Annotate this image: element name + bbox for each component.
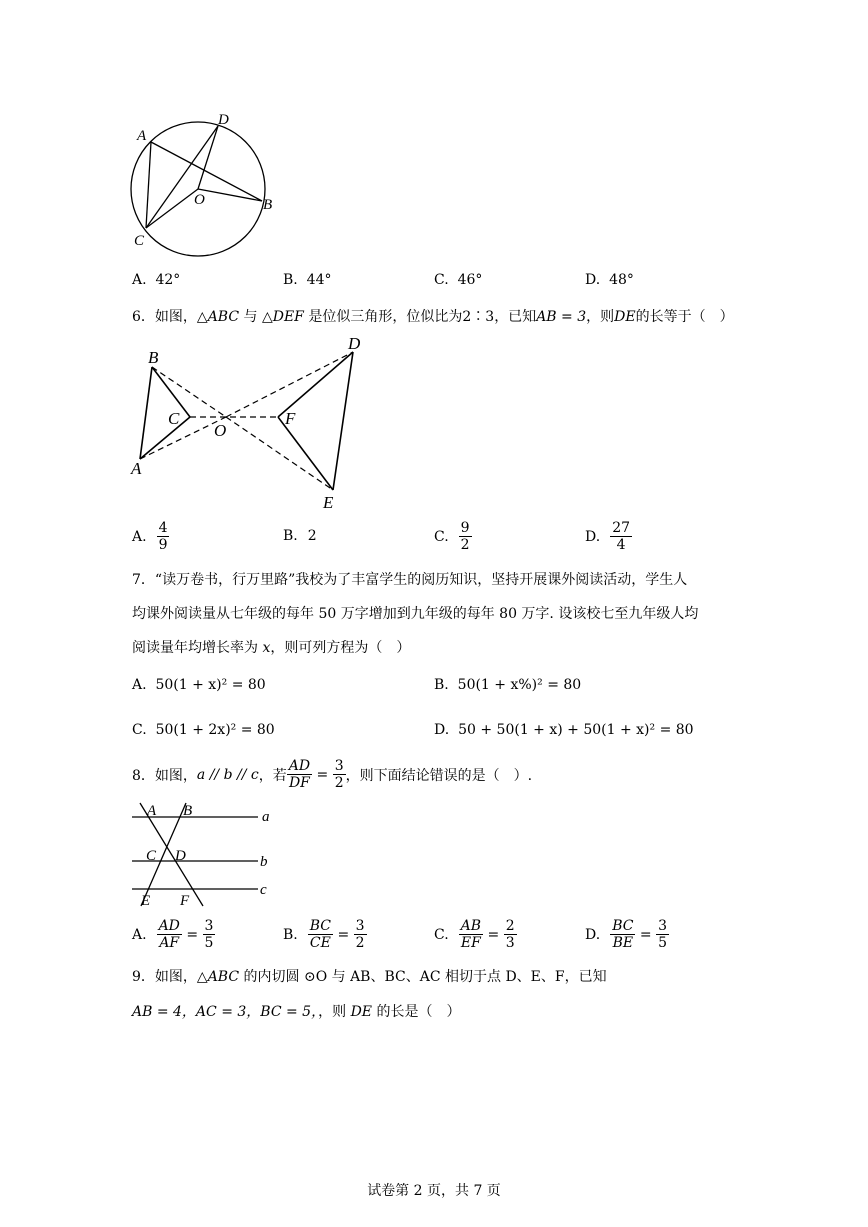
q6-given: AB = 3: [536, 309, 587, 325]
q8-value-num: 3: [334, 758, 344, 774]
q6-option-d-label: D.: [585, 528, 601, 545]
q8-option-c-label: C.: [434, 926, 449, 943]
q8-option-c: [434, 918, 517, 951]
q8-option-c-left: [459, 918, 483, 951]
q6-stem-mid2: ，已知: [494, 309, 537, 325]
q6-stem-mid: 是位似三角形，位似比为: [303, 309, 463, 325]
q8-option-d-label: D.: [585, 926, 601, 943]
q8-label-line-b: b: [260, 854, 268, 870]
q8-option-c-right: [504, 918, 517, 951]
q8-option-a: [132, 918, 215, 951]
q8-option-c-rnum: 2: [505, 918, 515, 934]
q8-option-b: [283, 918, 367, 951]
q8-given-num: AD: [288, 758, 311, 774]
q6-stem-end: 的长等于（ ）: [635, 309, 734, 325]
q5-option-b-label: B.: [283, 272, 298, 288]
q8-label-e: E: [141, 893, 151, 909]
q8-option-c-rden: 3: [505, 935, 515, 951]
q8-option-c-eq: =: [483, 926, 504, 943]
q8-eq: =: [312, 766, 333, 783]
q8-option-c-lnum: AB: [460, 918, 482, 934]
q8-option-d-left: [610, 918, 635, 951]
q8-option-a-rnum: 3: [204, 918, 214, 934]
q8-option-a-left: [157, 918, 182, 951]
q8-option-a-label: A.: [132, 926, 147, 943]
q7-line-3-b: ，则可列方程为（ ）: [270, 640, 411, 656]
q9-target: DE: [350, 1004, 373, 1020]
q7-option-c-value: 50(1 + 2x)² = 80: [155, 722, 275, 738]
q8-label-line-c: c: [260, 882, 267, 898]
q7-line-2: 均课外阅读量从七年级的每年 50 万字增加到九年级的每年 80 万字. 设该校七至九年级人均: [132, 606, 699, 622]
q7-line-1: 7．“读万卷书，行万里路”我校为了丰富学生的阅历知识，坚持开展课外阅读活动，学生人: [132, 572, 688, 588]
q6-option-a-num: 4: [158, 520, 168, 536]
q8-label-c: C: [146, 848, 157, 864]
q5-label-a: A: [137, 128, 147, 144]
q6-option-b-value: 2: [307, 528, 317, 544]
q7-var: x: [262, 640, 271, 656]
q5-option-c-value: 46°: [457, 272, 483, 288]
q7-line-3-a: 阅读量年均增长率为: [132, 640, 263, 656]
q7-option-d-value: 50 + 50(1 + x) + 50(1 + x)² = 80: [458, 722, 694, 738]
q8-option-b-rden: 2: [355, 935, 365, 951]
q5-label-c: C: [134, 233, 145, 249]
q6-label-a: A: [131, 459, 142, 478]
q8-option-d-rnum: 3: [658, 918, 668, 934]
q6-label-o: O: [214, 421, 227, 440]
q6-triangle-def: △DEF: [261, 309, 304, 325]
q6-label-b: B: [148, 348, 159, 367]
q8-option-c-lden: EF: [460, 935, 481, 951]
q8-parallel: a // b // c: [196, 766, 259, 783]
q6-option-d-den: 4: [616, 537, 626, 553]
q5-option-d-label: D.: [585, 272, 601, 288]
q5-option-a-value: 42°: [155, 272, 181, 288]
q8-option-a-lden: AF: [159, 935, 180, 951]
q8-option-b-lnum: BC: [309, 918, 332, 934]
q8-option-a-rden: 5: [204, 935, 214, 951]
q6-label-e: E: [323, 493, 334, 512]
q7-option-b-label: B.: [434, 677, 449, 693]
q9-line-1: [132, 966, 607, 986]
q8-label-d: D: [175, 848, 186, 864]
page-footer: 试卷第 2 页，共 7 页: [367, 1183, 501, 1199]
q9-line-2-c: 的长是（ ）: [372, 1004, 461, 1020]
q8-option-d: [585, 918, 669, 951]
q7-option-a-value: 50(1 + x)² = 80: [155, 677, 266, 693]
q6-triangle-abc: △ABC: [196, 309, 240, 325]
q6-and: 与: [239, 309, 262, 325]
q9-line-1-b: 的内切圆 ⊙O 与 AB、BC、AC 相切于点 D、E、F，已知: [239, 969, 607, 985]
q8-label-b: B: [183, 803, 193, 819]
q7-option-a-label: A.: [132, 677, 147, 693]
q6-option-a-label: A.: [132, 528, 147, 545]
q8-given-den: DF: [288, 775, 310, 791]
q8-option-a-lnum: AD: [158, 918, 180, 934]
q8-option-d-eq: =: [635, 926, 657, 943]
q7-option-c-label: C.: [132, 722, 147, 738]
q8-option-b-label: B.: [283, 926, 298, 943]
q8-label-a: A: [147, 803, 157, 819]
q8-option-b-rnum: 3: [355, 918, 365, 934]
q6-label-d: D: [348, 334, 361, 353]
q8-option-b-left: [308, 918, 333, 951]
q8-option-d-rden: 5: [658, 935, 668, 951]
q7-option-d-label: D.: [434, 722, 450, 738]
q5-label-b: B: [263, 197, 273, 213]
q9-triangle: △ABC: [196, 969, 240, 985]
q9-line-2-b: ，则: [318, 1004, 351, 1020]
q5-label-o: O: [194, 192, 205, 208]
q6-label-c: C: [168, 409, 180, 428]
q8-stem-b: ，若: [258, 767, 287, 784]
q8-option-b-eq: =: [333, 926, 354, 943]
q5-option-b-value: 44°: [306, 272, 332, 288]
q8-stem-a: 8．如图，: [132, 767, 197, 784]
q5-label-d: D: [218, 112, 229, 128]
q8-value-den: 2: [334, 775, 344, 791]
q9-given: AB = 4，AC = 3，BC = 5，: [132, 1004, 319, 1020]
q5-option-a-label: A.: [132, 272, 147, 288]
q8-option-b-lden: CE: [309, 935, 331, 951]
q8-option-a-right: [203, 918, 216, 951]
q8-label-line-a: a: [262, 809, 270, 825]
q6-option-c-den: 2: [460, 537, 470, 553]
q8-stem-c: ，则下面结论错误的是（ ）.: [345, 767, 533, 784]
q8-option-d-lnum: BC: [612, 918, 634, 934]
q5-option-d-value: 48°: [609, 272, 634, 288]
q6-option-a-den: 9: [158, 537, 168, 553]
q6-option-c-num: 9: [460, 520, 470, 536]
q6-option-c-label: C.: [434, 528, 449, 545]
q7-option-b-value: 50(1 + x%)² = 80: [457, 677, 582, 693]
q6-option-b-label: B.: [283, 528, 298, 544]
q9-line-2: [132, 1001, 460, 1021]
q6-stem-prefix: 6．如图，: [132, 309, 197, 325]
q9-line-1-a: 9．如图，: [132, 969, 197, 985]
q8-option-b-right: [354, 918, 367, 951]
q5-option-c-label: C.: [434, 272, 449, 288]
q6-option-d-num: 27: [612, 520, 631, 536]
q8-option-d-right: [656, 918, 669, 951]
q6-target: DE: [614, 309, 636, 325]
q8-option-a-eq: =: [181, 926, 203, 943]
q8-label-f: F: [180, 893, 190, 909]
q8-option-d-lden: BE: [612, 935, 634, 951]
q6-ratio: 2∶3: [462, 309, 495, 325]
q6-label-f: F: [285, 409, 296, 428]
q6-stem-mid3: ，则: [586, 309, 615, 325]
